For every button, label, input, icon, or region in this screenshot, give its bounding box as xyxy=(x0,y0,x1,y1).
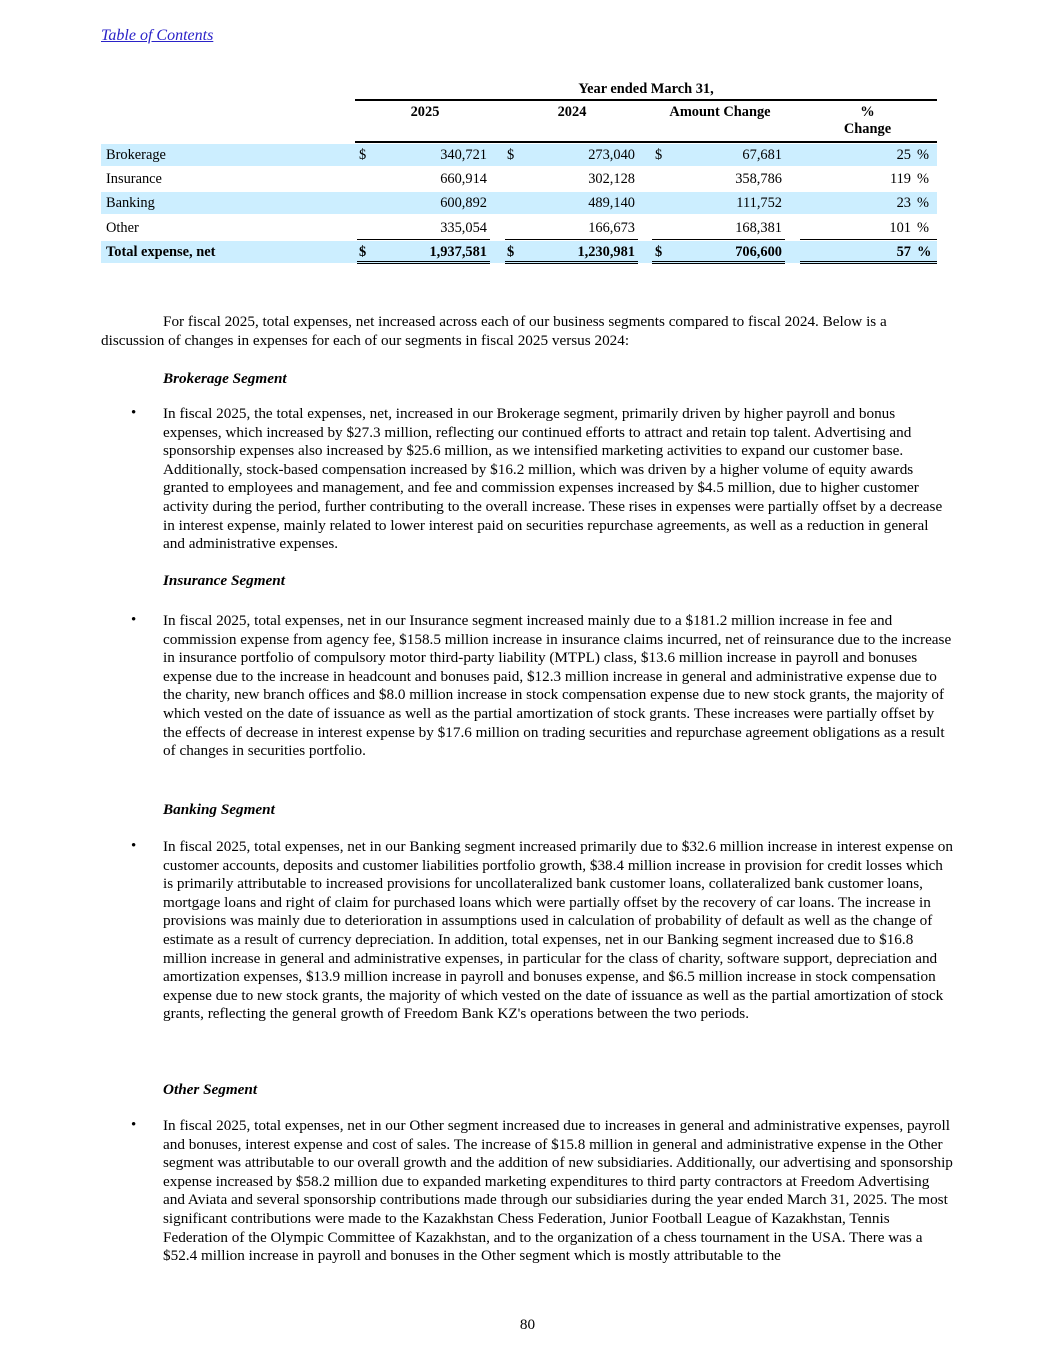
section-heading-brokerage: Brokerage Segment xyxy=(163,370,287,387)
section-heading-banking: Banking Segment xyxy=(163,801,275,818)
table-total-row xyxy=(101,241,937,263)
subtotal-rule xyxy=(652,239,785,240)
column-header-pct-symbol: % xyxy=(860,104,875,120)
page-number: 80 xyxy=(519,1316,536,1333)
row-label: Brokerage xyxy=(106,147,166,163)
bullet-text: In fiscal 2025, total expenses, net in our Insurance segment increased mainly due to a $181.2 million increase in fee and commission expense from agency fee, $158.5 million increase in insurance claims incurred, net of reinsurance due to the increase in insurance portfolio of compulsory motor third-party liability (MTPL) class, $13.6 million increase in payroll and bonuses expense due to the increase in headcount and bonuses paid, $12.3 million increase in general and administrative expense due to the charity, new branch offices and $8.0 million increase in stock compensation expense due to new stock grants, the majority of which vested on the date of issuance as well as the partial amortization of stock grants. These increases were partially offset by the effects of decrease in interest expense by $17.6 million on trading securities and repurchase agreement obligations as a result of changes in securities portfolio. xyxy=(163,612,952,760)
table-group-header: Year ended March 31, xyxy=(578,81,714,97)
intro-paragraph: For fiscal 2025, total expenses, net increased across each of our business segments compared to fiscal 2024. Below is a discussion of changes in expenses for each of our segments in fiscal 2025 versus 2024: xyxy=(101,313,887,349)
value-change: 358,786 xyxy=(735,171,782,187)
bullet-text: In fiscal 2025, total expenses, net in our Other segment increased due to increases in general and administrative expenses, payroll and bonuses, interest expense and cost of sales. The increase of $15.8 million in general and administrative expense in the Other segment was attributable to our overall growth and the addition of new subsidiaries. Additionally, our advertising and sponsorship expense increased by $58.2 million due to expanded marketing expenditures to third party contractors at Freedom Advertising and Aviata and several sponsorship contributions made through our subsidiaries during the year ended March 31, 2025. The most significant contributions were made to the Kazakhstan Chess Federation, Junior Football League of Kazakhstan, Tennis Federation of the Olympic Committee of Kazakhstan, and to the organization of a chess tournament in the USA. There was a $52.4 million increase in payroll and bonuses in the Other segment which is mostly attributable to the xyxy=(163,1117,953,1265)
total-2024: 1,230,981 xyxy=(577,244,635,260)
value-2024: 489,140 xyxy=(588,195,635,211)
total-label: Total expense, net xyxy=(106,244,216,260)
total-double-rule xyxy=(505,261,638,264)
pct-sign: % xyxy=(917,244,932,260)
pct-sign: % xyxy=(917,171,929,187)
value-pct: 23 xyxy=(896,195,911,211)
column-header-pct-label: Change xyxy=(843,121,892,137)
table-of-contents-link[interactable]: Table of Contents xyxy=(101,27,214,44)
row-label: Insurance xyxy=(106,171,162,187)
row-label: Other xyxy=(106,220,139,236)
table-row xyxy=(101,144,937,166)
currency-symbol: $ xyxy=(359,244,367,260)
subtotal-rule xyxy=(505,239,638,240)
bullet-icon: • xyxy=(131,612,137,628)
pct-sign: % xyxy=(917,195,929,211)
header-bottom-rule xyxy=(355,141,937,143)
value-change: 67,681 xyxy=(742,147,782,163)
subtotal-rule xyxy=(357,239,490,240)
section-heading-insurance: Insurance Segment xyxy=(163,572,285,589)
total-double-rule xyxy=(800,261,937,264)
value-pct: 25 xyxy=(896,147,911,163)
currency-symbol: $ xyxy=(507,147,515,163)
value-2025: 660,914 xyxy=(440,171,487,187)
bullet-text: In fiscal 2025, the total expenses, net, increased in our Brokerage segment, primarily driven by higher payroll and bonus expenses, which increased by $27.3 million, reflecting our continued efforts to attract and retain top talent. Advertising and sponsorship expenses also increased by $25.6 million, as we intensified marketing activities to expand our customer base. Additionally, stock-based compensation increased by $16.2 million, which was driven by a higher volume of equity awards granted to employees and management, and fee and commission expenses increased by $4.5 million, due to higher customer activity during the period, further contributing to the overall increase. These rises in expenses were partially offset by a decrease in interest expense, mainly related to lower interest paid on securities repurchase agreements, as well as a reduction in general and administrative expenses. xyxy=(163,405,943,553)
currency-symbol: $ xyxy=(507,244,515,260)
bullet-icon: • xyxy=(131,405,137,421)
value-pct: 101 xyxy=(889,220,911,236)
value-change: 111,752 xyxy=(736,195,782,211)
subtotal-rule xyxy=(800,239,937,240)
currency-symbol: $ xyxy=(655,244,663,260)
table-row xyxy=(101,168,937,190)
column-header-2024: 2024 xyxy=(557,104,587,120)
column-header-amount-change: Amount Change xyxy=(669,104,771,120)
total-double-rule xyxy=(652,261,785,264)
value-2024: 273,040 xyxy=(588,147,635,163)
pct-sign: % xyxy=(917,220,929,236)
bullet-icon: • xyxy=(131,838,137,854)
column-header-2025: 2025 xyxy=(410,104,440,120)
table-row xyxy=(101,192,937,214)
value-2025: 335,054 xyxy=(440,220,487,236)
column-header-pct-change xyxy=(798,104,937,138)
bullet-icon: • xyxy=(131,1117,137,1133)
value-2024: 302,128 xyxy=(588,171,635,187)
value-change: 168,381 xyxy=(735,220,782,236)
header-rule xyxy=(355,99,937,101)
total-change: 706,600 xyxy=(735,244,782,260)
currency-symbol: $ xyxy=(359,147,367,163)
total-pct: 57 xyxy=(896,244,911,260)
value-2024: 166,673 xyxy=(588,220,635,236)
value-2025: 340,721 xyxy=(440,147,487,163)
value-2025: 600,892 xyxy=(440,195,487,211)
bullet-text: In fiscal 2025, total expenses, net in our Banking segment increased primarily due to $32.6 million increase in interest expense on customer accounts, deposits and customer liabilities portfolio growth, $38.4 million increase in provision for credit losses which is primarily attributable to increased provisions for uncollateralized bank customer loans, collateralized bank customer loans, mortgage loans and right of claim for purchased loans which were partially offset by the recovery of car loans. The increase in provisions was mainly due to deterioration in assumptions used in calculation of probability of default as well as the change of estimate as a result of currency depreciation. In addition, total expenses, net in our Banking segment increased due to $16.8 million increase in general and administrative expenses, in particular for the class of charity, software support, depreciation and amortization expenses, $13.9 million increase in payroll and bonuses expense, and $6.5 million increase in stock compensation expense due to new stock grants, the majority of which vested on the date of issuance as well as the partial amortization of stock grants, reflecting the general growth of Freedom Bank KZ's operations between the two periods. xyxy=(163,838,953,1023)
table-row xyxy=(101,217,937,239)
total-2025: 1,937,581 xyxy=(429,244,487,260)
value-pct: 119 xyxy=(889,171,911,187)
pct-sign: % xyxy=(917,147,929,163)
row-label: Banking xyxy=(106,195,155,211)
total-double-rule xyxy=(357,261,490,264)
section-heading-other: Other Segment xyxy=(163,1081,258,1098)
currency-symbol: $ xyxy=(655,147,663,163)
